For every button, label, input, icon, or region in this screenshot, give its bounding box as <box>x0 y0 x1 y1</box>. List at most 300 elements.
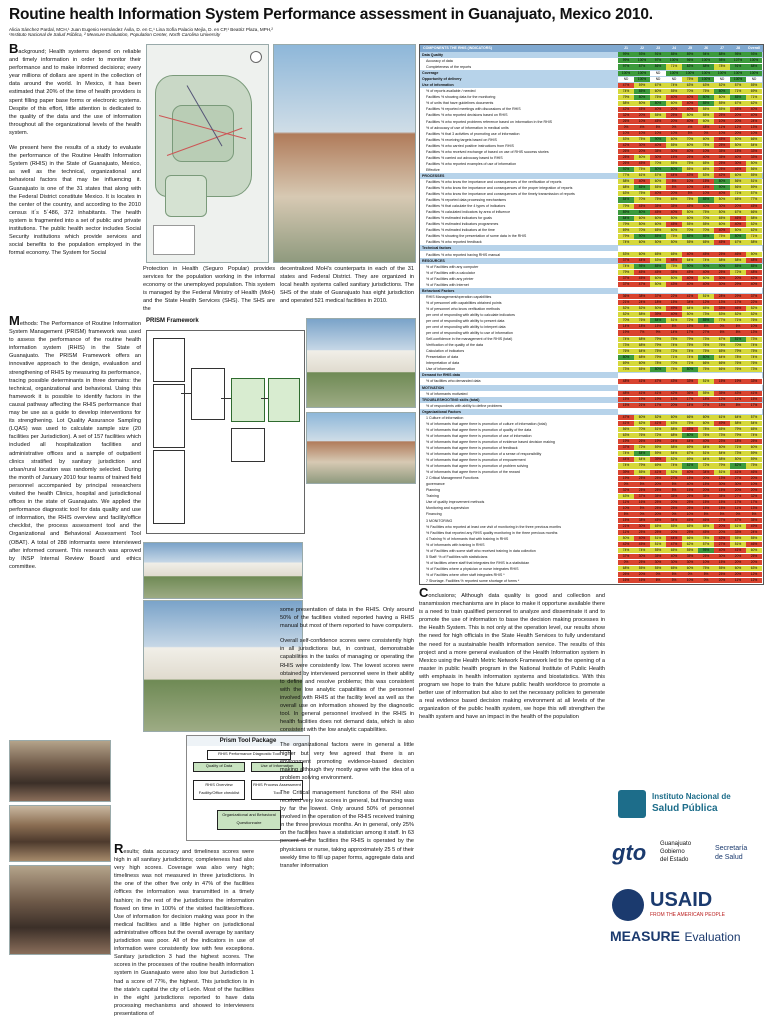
table-cell: 79% <box>682 337 698 342</box>
table-row-label: % of informants that agree there is promotion of evidence based decision making <box>426 439 555 444</box>
tool-rhis-overview: RHIS Overview Facility/Office checklist <box>193 780 245 800</box>
table-cell: 60% <box>666 101 682 106</box>
table-cell: 11% <box>730 506 746 511</box>
table-cell: 67% <box>714 337 730 342</box>
table-cell: 69% <box>618 228 634 233</box>
table-row-label: Verification of the quality of the data <box>426 343 483 348</box>
table-cell: 20% <box>730 204 746 209</box>
table-cell: 17% <box>746 403 762 408</box>
table-cell: 37% <box>618 258 634 263</box>
table-cell: 73% <box>618 343 634 348</box>
table-cell: 55% <box>666 143 682 148</box>
table-row-label: Facilities % estimated indicators for goals <box>426 216 492 221</box>
table-cell: 20% <box>714 578 730 583</box>
table-cell: 48% <box>746 270 762 275</box>
table-cell: 74% <box>682 349 698 354</box>
table-cell: 6% <box>650 578 666 583</box>
table-row-label: Coverage <box>422 71 439 76</box>
table-cell: 50% <box>746 161 762 166</box>
table-cell: 37% <box>650 294 666 299</box>
table-cell: 10% <box>698 560 714 565</box>
table-cell <box>634 385 650 390</box>
table-cell: 17% <box>730 500 746 505</box>
table-cell: 100% <box>746 71 762 76</box>
table-cell: 15% <box>746 397 762 402</box>
table-row-label: % of respondents with ability to define problems <box>426 403 503 408</box>
table-cell <box>698 385 714 390</box>
col3-lower-p2: Overall self-confidence scores were consistently high in all jurisdictions but, in contrast, demonstrable capabilities in the tasks of managing or operating the RHIS were consistently low. The lowest scores were obtained by interviewed personnel were in their ability to define and resolve problems; this was consistent with the low analytic capabilities of the personnel involved with RHIS at the facility level as well as the overall use on information showed by the diagnostic tool. In general personnel involved in the RHIS in health facilities does not demand data, which is also consistent with the low analytic capabilities. <box>280 638 414 734</box>
table-cell <box>714 385 730 390</box>
table-cell: 96% <box>682 58 698 63</box>
usaid-logo: USAID FROM THE AMERICAN PEOPLE <box>610 887 762 923</box>
table-cell: 19% <box>650 439 666 444</box>
table-cell: 51% <box>650 536 666 541</box>
table-cell: 70% <box>666 361 682 366</box>
table-cell: 65% <box>698 161 714 166</box>
table-cell: 85% <box>634 89 650 94</box>
table-cell <box>730 409 746 414</box>
table-row-label: Facilities % who reported feedback <box>426 240 482 245</box>
table-cell: 13% <box>714 300 730 305</box>
table-cell: 47% <box>634 282 650 287</box>
table-cell: 5% <box>650 125 666 130</box>
table-cell <box>698 409 714 414</box>
table-cell: 66% <box>682 415 698 420</box>
table-cell: 69% <box>682 457 698 462</box>
table-cell: 18% <box>698 397 714 402</box>
table-cell: 50% <box>746 252 762 257</box>
table-cell: 80% <box>698 95 714 100</box>
table-cell: 40% <box>650 107 666 112</box>
table-cell: 50% <box>714 95 730 100</box>
table-row-label: % of Facilities where other staff integrates RHIS * <box>426 572 505 577</box>
table-cell: 80% <box>650 367 666 372</box>
table-cell: 85% <box>746 264 762 269</box>
table-cell: 66% <box>698 361 714 366</box>
table-cell: 55% <box>682 167 698 172</box>
table-cell: 25% <box>682 155 698 160</box>
table-cell: 70% <box>650 161 666 166</box>
table-cell: 57% <box>650 173 666 178</box>
table-cell: 15% <box>682 324 698 329</box>
table-cell: 77% <box>746 197 762 202</box>
table-cell: 53% <box>650 258 666 263</box>
table-cell: 5% <box>618 512 634 517</box>
table-cell: 15% <box>698 482 714 487</box>
table-cell: 40% <box>714 228 730 233</box>
table-cell <box>714 373 730 378</box>
table-cell: 15% <box>714 379 730 384</box>
background-text-2: We present here the results of a study to evaluate the performance of the Routine Health Information System (RHIS) in the State of Guanajuato, Mexico, as well as the technical, organizational and behavioral factors that may be influencing it. Guanajuato is one of the 31 states that along with the Federal District constitute Mexico. It is locates in the center of the country, and according to the 2010 census it´s 5´486, 372 inhabitants. The health system is fragmented into a set of public and private institutions. The public health sector includes Social Security institutions which provide services and social benefits to the population employed in the formal economy. The System for Social <box>9 145 141 257</box>
table-cell: 35% <box>714 149 730 154</box>
table-cell <box>650 288 666 293</box>
table-cell: 65% <box>650 228 666 233</box>
table-cell: 93% <box>746 52 762 57</box>
table-cell: 15% <box>682 476 698 481</box>
table-cell: 60% <box>666 415 682 420</box>
table-cell: 75% <box>682 161 698 166</box>
table-cell: 74% <box>746 355 762 360</box>
table-cell: 35% <box>650 149 666 154</box>
table-cell: 95% <box>698 548 714 553</box>
table-cell: 76% <box>746 318 762 323</box>
table-cell: 42% <box>666 391 682 396</box>
table-cell: 33% <box>682 379 698 384</box>
table-cell: 100% <box>634 77 650 82</box>
table-cell: 74% <box>666 463 682 468</box>
table-cell: 58% <box>634 312 650 317</box>
table-cell: 48% <box>698 125 714 130</box>
table-cell: 40% <box>666 210 682 215</box>
table-cell: 16% <box>634 500 650 505</box>
table-cell <box>698 246 714 251</box>
table-row-label: Technical factors <box>422 246 452 251</box>
table-cell: 7% <box>634 330 650 335</box>
table-cell: 40% <box>682 101 698 106</box>
table-cell: 86% <box>650 64 666 69</box>
table-row-label: 2 Critical Management Functions <box>426 476 479 481</box>
table-cell: 20% <box>730 572 746 577</box>
table-cell: 51% <box>698 451 714 456</box>
table-cell: 55% <box>682 222 698 227</box>
table-cell: 55% <box>682 548 698 553</box>
table-row-label: Use of information <box>426 367 456 372</box>
table-cell: 82% <box>730 463 746 468</box>
table-cell: 20% <box>666 500 682 505</box>
table-cell: 10% <box>746 482 762 487</box>
table-cell: 80% <box>714 89 730 94</box>
table-cell <box>682 373 698 378</box>
table-row-label: Training <box>426 494 439 499</box>
table-cell: 58% <box>746 240 762 245</box>
table-cell: 60% <box>698 137 714 142</box>
table-cell: 20% <box>666 107 682 112</box>
table-cell: 80% <box>650 167 666 172</box>
table-cell: 17% <box>730 300 746 305</box>
table-cell <box>666 246 682 251</box>
table-cell: 15% <box>666 155 682 160</box>
table-cell: ND <box>666 77 682 82</box>
table-cell: 58% <box>714 258 730 263</box>
table-cell: 64% <box>698 445 714 450</box>
table-cell: 9% <box>650 330 666 335</box>
table-cell: 75% <box>746 349 762 354</box>
table-cell: 57% <box>698 542 714 547</box>
table-cell: 13% <box>746 330 762 335</box>
table-cell: 30% <box>730 161 746 166</box>
table-cell: 55% <box>714 566 730 571</box>
table-cell: 85% <box>666 52 682 57</box>
table-row-label: Facilities % calculated indicators by area of influence <box>426 210 511 215</box>
table-cell: 50% <box>634 222 650 227</box>
table-cell: 73% <box>618 367 634 372</box>
table-cell: 10% <box>618 506 634 511</box>
tool-use-of-information: Use of Information <box>251 762 303 772</box>
table-cell: 78% <box>730 355 746 360</box>
table-cell: 52% <box>714 83 730 88</box>
table-cell: 4% <box>634 125 650 130</box>
table-cell: 30% <box>634 143 650 148</box>
table-cell: 80% <box>634 210 650 215</box>
table-cell: 41% <box>634 379 650 384</box>
table-cell: 60% <box>650 276 666 281</box>
table-cell: 76% <box>730 367 746 372</box>
table-cell: 11% <box>618 500 634 505</box>
table-cell: 60% <box>650 179 666 184</box>
table-row-label: per cent of responding with ability to present data <box>426 319 505 323</box>
table-row-label: % of informants motivated <box>426 391 468 396</box>
table-cell <box>650 373 666 378</box>
table-cell: 4% <box>682 125 698 130</box>
table-row-label: % of Facilities with Internet <box>426 282 469 287</box>
table-cell: 10% <box>618 131 634 136</box>
table-row-label: Presentation of data <box>426 355 459 360</box>
table-row-label: Facilities % who reported examples of use of information <box>426 161 517 166</box>
table-cell: 27% <box>698 330 714 335</box>
table-row-label: % of facilities where staff that integrates the RHIS is a statistician <box>426 560 530 565</box>
table-cell: 76% <box>634 318 650 323</box>
table-cell: 79% <box>650 337 666 342</box>
table-cell: 0% <box>618 125 634 130</box>
table-cell: 51% <box>698 294 714 299</box>
table-cell: 45% <box>666 222 682 227</box>
table-cell: 42% <box>714 173 730 178</box>
table-cell: 30% <box>714 482 730 487</box>
table-cell: 26% <box>618 149 634 154</box>
table-cell: 46% <box>746 470 762 475</box>
table-cell: 67% <box>730 240 746 245</box>
table-cell: 68% <box>618 566 634 571</box>
table-cell: 24% <box>666 439 682 444</box>
table-cell: 53% <box>618 252 634 257</box>
table-row-label: Facilities % who know the importance and consequences of the verification of reports <box>426 179 562 184</box>
table-cell <box>714 409 730 414</box>
table-cell: 60% <box>634 216 650 221</box>
table-cell: 55% <box>698 222 714 227</box>
table-cell: 98% <box>714 58 730 63</box>
sponsor-logos <box>610 784 762 956</box>
table-header-label: COMPONENTS THE RHIS (INDICATORS) <box>423 46 492 50</box>
table-cell: 68% <box>666 433 682 438</box>
field-staff-photo-1 <box>9 740 111 802</box>
table-cell: 51% <box>650 427 666 432</box>
table-cell: 95% <box>634 264 650 269</box>
table-cell: 50% <box>682 210 698 215</box>
table-cell: 50% <box>714 210 730 215</box>
table-row-label: Use of quality improvement methods <box>426 500 485 505</box>
table-cell: 13% <box>746 506 762 511</box>
table-row-label: Self-confidence in the management of the RHIS (total) <box>426 337 513 342</box>
table-row-label: Facilities % carried out advocacy based to RHIS <box>426 155 503 160</box>
table-cell: 19% <box>618 330 634 335</box>
table-cell: 68% <box>634 337 650 342</box>
table-cell: 25% <box>714 143 730 148</box>
table-cell: 37% <box>618 276 634 281</box>
prism-box-performance <box>231 378 265 422</box>
table-cell: 75% <box>682 343 698 348</box>
table-cell: 66% <box>746 137 762 142</box>
table-cell: 15% <box>650 324 666 329</box>
table-cell: 76% <box>730 361 746 366</box>
table-cell: 80% <box>650 101 666 106</box>
table-cell: 70% <box>682 89 698 94</box>
table-cell: 37% <box>618 554 634 559</box>
prism-box-behavioral <box>153 450 185 524</box>
table-cell: 41% <box>730 470 746 475</box>
table-cell: 53% <box>618 137 634 142</box>
table-cell: 38% <box>634 518 650 523</box>
table-cell: 25% <box>650 476 666 481</box>
table-cell: 75% <box>746 463 762 468</box>
table-cell: 12% <box>698 300 714 305</box>
table-cell: 17% <box>682 330 698 335</box>
table-cell: 84% <box>618 197 634 202</box>
table-cell: 74% <box>634 548 650 553</box>
guanajuato-map <box>146 44 269 263</box>
table-cell <box>618 409 634 414</box>
table-cell: 57% <box>730 83 746 88</box>
table-cell: 52% <box>634 306 650 311</box>
field-staff-photo-2 <box>9 805 111 862</box>
table-cell: 60% <box>666 137 682 142</box>
table-cell: ND <box>618 77 634 82</box>
table-col-header: J5 <box>688 46 692 51</box>
table-cell: 52% <box>730 312 746 317</box>
table-row-label: Facilities % reported meetings with discussions of the RHIS <box>426 107 521 112</box>
table-cell <box>634 373 650 378</box>
table-cell: 89% <box>682 52 698 57</box>
table-cell: 65% <box>698 167 714 172</box>
insp-logo: Instituto Nacional de Salud Pública <box>618 788 762 824</box>
table-cell: 40% <box>682 107 698 112</box>
table-col-header: J1 <box>624 46 628 51</box>
table-cell: 58% <box>666 427 682 432</box>
table-cell <box>730 288 746 293</box>
health-clinic-photo-2 <box>306 318 416 408</box>
table-cell: 100% <box>730 77 746 82</box>
table-cell: 43% <box>682 173 698 178</box>
table-cell <box>618 246 634 251</box>
table-row-label: Facilities % who reported having RHIS manual <box>426 252 501 257</box>
table-cell: 62% <box>746 101 762 106</box>
table-cell: 47% <box>618 83 634 88</box>
table-cell: 25% <box>714 167 730 172</box>
table-cell: 27% <box>698 403 714 408</box>
table-row-label: % of Facilities with a calculator <box>426 270 475 275</box>
table-cell: 37% <box>618 282 634 287</box>
table-cell: 63% <box>618 433 634 438</box>
table-cell: 35% <box>682 554 698 559</box>
table-cell: 78% <box>714 64 730 69</box>
table-cell: 30% <box>730 482 746 487</box>
table-cell: 72% <box>698 463 714 468</box>
table-cell: 38% <box>634 294 650 299</box>
table-cell: 65% <box>698 240 714 245</box>
results-dropcap: R <box>114 841 124 856</box>
table-cell: 35% <box>650 554 666 559</box>
table-cell: 40% <box>682 470 698 475</box>
table-cell: 59% <box>650 445 666 450</box>
table-cell: 41% <box>746 391 762 396</box>
table-cell: 79% <box>634 463 650 468</box>
table-cell: 75% <box>666 337 682 342</box>
table-cell: 29% <box>730 282 746 287</box>
table-cell: 74% <box>666 343 682 348</box>
table-row-label: Facilities % who reported problems reference based on information in the RHIS <box>426 119 553 124</box>
table-cell: 76% <box>714 343 730 348</box>
table-cell: 69% <box>618 361 634 366</box>
table-cell: 70% <box>698 216 714 221</box>
table-row-label: Planning <box>426 488 440 493</box>
table-cell: 20% <box>634 572 650 577</box>
table-cell: 15% <box>666 300 682 305</box>
table-cell: 35% <box>714 391 730 396</box>
table-cell: 79% <box>730 433 746 438</box>
table-cell: 20% <box>698 488 714 493</box>
table-cell: 25% <box>698 554 714 559</box>
table-cell: 16% <box>618 578 634 583</box>
table-cell <box>666 385 682 390</box>
table-cell: 30% <box>666 560 682 565</box>
table-cell: 90% <box>634 234 650 239</box>
table-cell: 50% <box>634 155 650 160</box>
table-cell: 75% <box>682 197 698 202</box>
table-cell: 95% <box>730 52 746 57</box>
table-cell: 15% <box>682 488 698 493</box>
table-cell: 60% <box>650 89 666 94</box>
table-cell: 10% <box>634 131 650 136</box>
table-cell: 33% <box>730 530 746 535</box>
table-cell <box>746 409 762 414</box>
table-row-label: Facilities % that 3 activities of promoting use of information <box>426 131 520 136</box>
table-cell: 27% <box>666 476 682 481</box>
table-cell: 44% <box>634 258 650 263</box>
table-cell: 11% <box>714 125 730 130</box>
table-cell: 35% <box>666 494 682 499</box>
table-cell: 40% <box>698 439 714 444</box>
table-cell: 72% <box>650 433 666 438</box>
table-cell: 13% <box>714 476 730 481</box>
health-clinic-photo-5 <box>143 600 303 732</box>
table-cell: 51% <box>698 379 714 384</box>
table-cell: 40% <box>682 149 698 154</box>
table-cell: 25% <box>714 572 730 577</box>
table-cell: 58% <box>746 216 762 221</box>
table-cell: 71% <box>666 355 682 360</box>
table-cell: 15% <box>698 506 714 511</box>
table-cell: 25% <box>634 488 650 493</box>
table-cell: 80% <box>730 234 746 239</box>
table-cell: 64% <box>634 349 650 354</box>
table-cell: 40% <box>666 95 682 100</box>
table-cell: 25% <box>650 530 666 535</box>
table-cell: 55% <box>666 89 682 94</box>
table-cell: 65% <box>634 367 650 372</box>
table-cell: 10% <box>746 324 762 329</box>
table-cell: 84% <box>650 318 666 323</box>
table-row-label: % of Facilities with any computer <box>426 264 479 269</box>
table-cell: 37% <box>746 294 762 299</box>
table-cell: 45% <box>634 542 650 547</box>
col2-text: Protection in Health (Seguro Popular) provides services for the population working in the informal economy or the unemployed population. This system is managed by the Federal Ministry of Health (MoH) and the State Health Services (SHS). The SHS are the <box>143 266 275 313</box>
table-cell: 46% <box>746 542 762 547</box>
table-cell: 49% <box>666 306 682 311</box>
table-cell: ND <box>650 71 666 76</box>
table-cell: 42% <box>746 276 762 281</box>
table-cell: 45% <box>682 427 698 432</box>
table-cell: 15% <box>618 397 634 402</box>
table-cell: 73% <box>746 337 762 342</box>
